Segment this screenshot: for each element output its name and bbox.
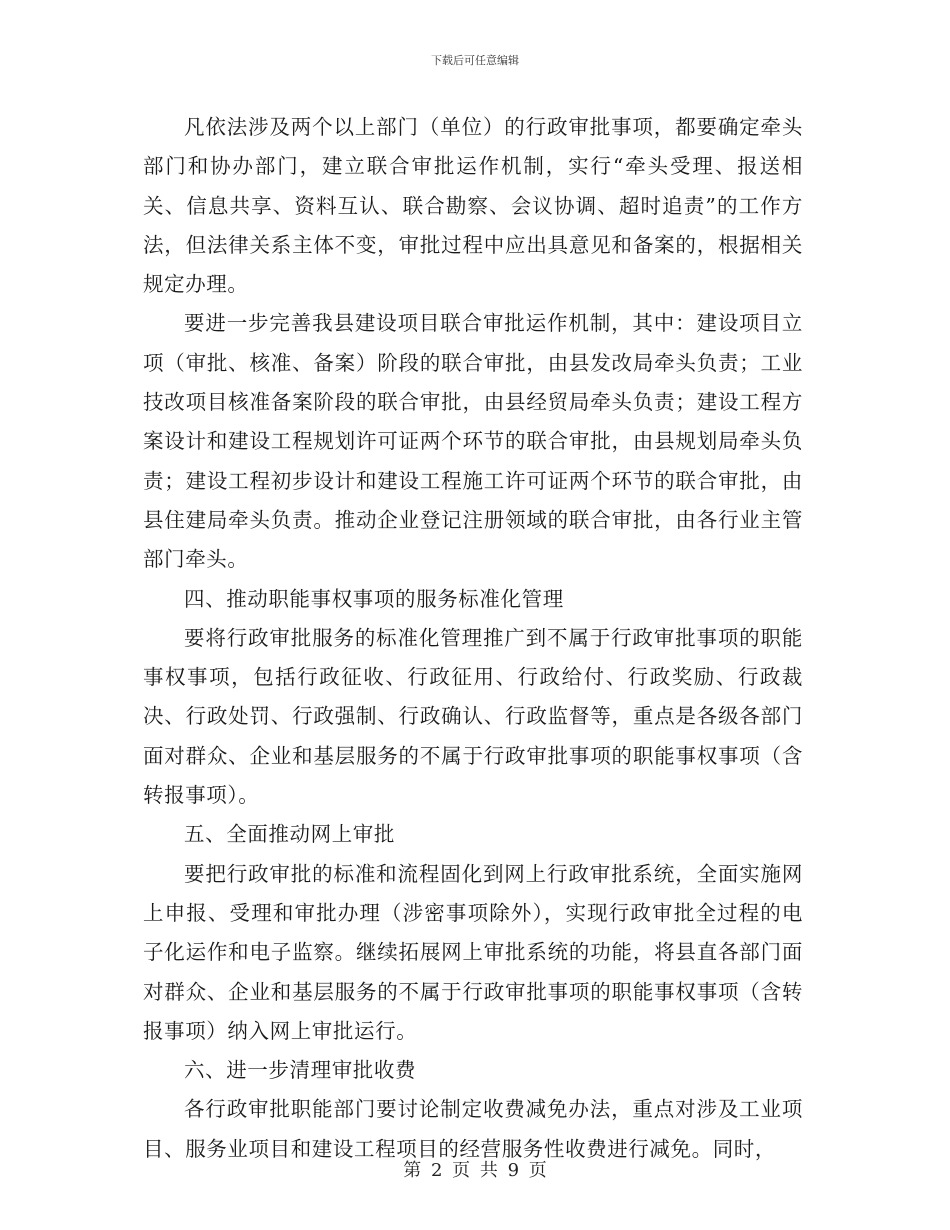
paragraph-online-approval: 要把行政审批的标准和流程固化到网上行政审批系统，全面实施网上申报、受理和审批办理（涉密事项除外），实现行政审批全过程的电子化运作和电子监察。继续拓展网上审批系统的功能，将县直各部门面对群众、企业和基层服务的不属于行政审批事项的职能事权事项（含转报事项）纳入网上审批运行。 — [143, 861, 803, 1043]
section-heading-5: 五、全面推动网上审批 — [184, 822, 395, 847]
page-header: 下载后可任意编辑 — [431, 54, 519, 67]
paragraph-fees: 各行政审批职能部门要讨论制定收费减免办法，重点对涉及工业项目、服务业项目和建设工程项目的经营服务性收费进行减免。同时， — [143, 1097, 803, 1161]
document-body — [143, 108, 803, 1169]
page-number-footer: 第 2 页 共 9 页 — [403, 1160, 547, 1181]
section-heading-6: 六、进一步清理审批收费 — [184, 1058, 417, 1083]
paragraph-standardization: 要将行政审批服务的标准化管理推广到不属于行政审批事项的职能事权事项，包括行政征收、行政征用、行政给付、行政奖励、行政裁决、行政处罚、行政强制、行政确认、行政监督等，重点是各级各部门面对群众、企业和基层服务的不属于行政审批事项的职能事权事项（含转报事项）。 — [143, 625, 803, 808]
paragraph-joint-approval: 凡依法涉及两个以上部门（单位）的行政审批事项，都要确定牵头部门和协办部门，建立联合审批运作机制，实行“牵头受理、报送相关、信息共享、资料互认、联合勘察、会议协调、超时追责”的工作方法，但法律关系主体不变，审批过程中应出具意见和备案的，根据相关规定办理。 — [143, 115, 803, 297]
section-heading-4: 四、推动职能事权事项的服务标准化管理 — [184, 586, 564, 611]
paragraph-construction-mechanism: 要进一步完善我县建设项目联合审批运作机制，其中：建设项目立项（审批、核准、备案）阶段的联合审批，由县发改局牵头负责；工业技改项目核准备案阶段的联合审批，由县经贸局牵头负责；建设工程方案设计和建设工程规划许可证两个环节的联合审批，由县规划局牵头负责；建设工程初步设计和建设工程施工许可证两个环节的联合审批，由县住建局牵头负责。推动企业登记注册领域的联合审批，由各行业主管部门牵头。 — [143, 311, 803, 572]
